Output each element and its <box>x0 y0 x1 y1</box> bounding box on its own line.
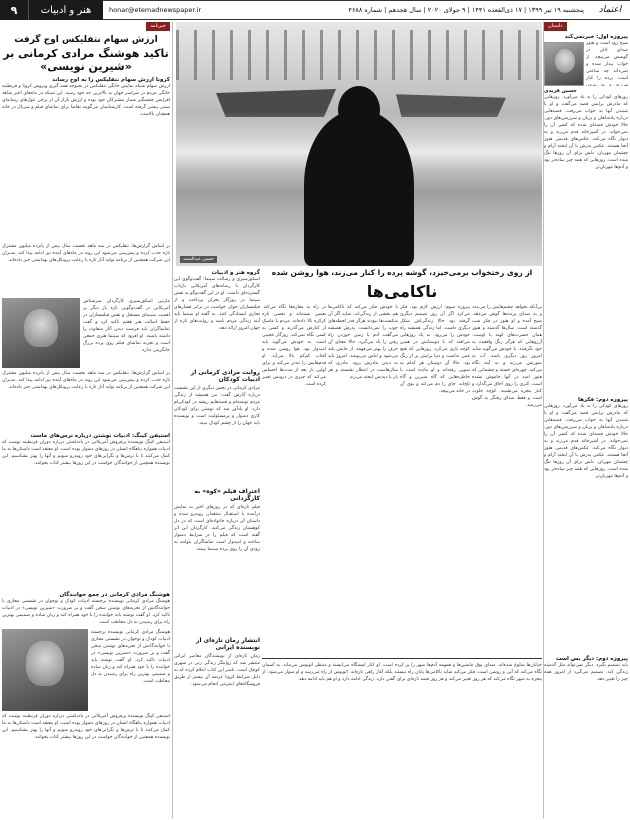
story-photo <box>176 22 542 266</box>
column-divider <box>172 22 173 818</box>
story-text-c: با خودش فکر می‌کند که ناکامی‌ها هم بخشی از زندگی‌اند. شاید اگر آن شکست‌ها نبودند هرگز قدر لحظه‌های خوب را نمی‌دانست. پدرش همیشه می‌گفت آدم با زمین خوردن راه رفتن را یاد می‌گیرد. حالا معنای آن حرف را بهتر می‌فهمد. از جایش بلند می‌شود و لباس می‌پوشد. امروز باید به دیدن مادرش برود. مادری که سال‌هاست در انتظار نشسته و هر بار با دیدنش لبخند می‌زند. <box>328 305 398 380</box>
midleft-kicker-1: گروه هنر و ادبیات <box>211 270 260 276</box>
story-footer-text: خیابان‌ها شلوغ شده‌اند. صدای بوق ماشین‌ها و همهمه آدم‌ها شهر را پر کرده است. او کنار ایستگاه می‌ایستد و منتظر اتوبوس می‌ماند. به آسمان نگاه می‌کند که آبی و روشن است. فکر می‌کند شاید ناکامی‌ها پایان راه نیستند بلکه آغاز راهی تازه‌اند. اتوبوس از راه می‌رسد و او سوار می‌شود. از پنجره به شهر نگاه می‌کند که هر روز تغییر می‌کند و هر روز قصه تازه‌ای برای گفتن دارد. زندگی ادامه دارد و او هم باید ادامه دهد. <box>262 663 542 682</box>
photo-trees <box>176 30 542 80</box>
story-text-a: بی‌آنکه بخواهد چشم‌هایش را می‌بندد و به صدای پرنده‌ها گوش می‌دهد. صبح آمده و او هنوز در فکر شب گذشته است. سال‌ها گذشته و هنوز همان حسرت‌های کهنه با اوست. آرزوهایی که هرگز رنگ واقعیت به خود نگرفتند. با خودش می‌گوید شاید امروز روز دیگری باشد. آب به صورتش می‌زند و به آینه نگاه می‌کند. چهره‌ای خسته و چشمانی که هنوز امید در آنها خاموش نشده است. کتری را روی اجاق می‌گذارد و کنار پنجره می‌نشیند. کوچه خلوت است و فقط صدای رفتگر به گوش می‌رسد. <box>472 305 542 408</box>
news-tag: خبرنامه <box>146 22 170 31</box>
story-footer <box>262 658 542 818</box>
article-title: ناکامی‌ها <box>366 282 438 301</box>
right-body-3: باید تصمیم بگیرد. دیگر نمی‌تواند مثل گذشته زندگی کند. تصمیم می‌گیرد از امروز همه چیز را تغییر دهد. <box>544 663 628 682</box>
moradi-kermani-photo <box>2 629 88 711</box>
right-kicker-2: پیروزه دوم: فکرها <box>578 397 628 403</box>
author-kicker: پیروزه اول: خبرنمی‌کند <box>564 34 628 40</box>
story-tag: داستان <box>544 22 567 31</box>
page-number: ۹ <box>0 0 28 20</box>
news-body-2: بر اساس گزارش‌ها، نتفلیکس در سه ماهه نخست سال بیش از پانزده میلیون مشترک تازه جذب کرده و پیش‌بینی می‌شود این روند در ماه‌های آینده نیز ادامه پیدا کند. مدیران این شرکت همچنین از برنامه تولید آثار تازه با رعایت پروتکل‌های بهداشتی خبر داده‌اند. <box>2 244 170 263</box>
author-photo <box>544 42 584 86</box>
midleft-kicker-4: انتشار رمان تازه‌ای از نویسنده ایرانی <box>196 637 260 651</box>
news-kicker-3: استیفن کینگ: ادبیات نوشتن درباره ترس‌های ماست <box>30 433 170 439</box>
news-body-5: هوشنگ مرادی کرمانی نویسنده برجسته ادبیات کودک و نوجوان در نشستی مجازی با خوانندگانش از تجربه‌های نوشتن سخن گفت و بر ضرورت «شیرین نویسی» در ادبیات تاکید کرد. او گفت نوشته باید خواننده را با خود همراه کند و زبان ساده و صمیمی بهترین راه برای رسیدن به دل مخاطب است. <box>2 599 170 625</box>
photo-boat <box>216 77 336 117</box>
email-link[interactable]: honar@etemadnewspaper.ir <box>109 6 202 14</box>
news-column <box>2 22 170 818</box>
midleft-body-4: رمان تازه‌ای از نویسندگان معاصر ایرانی منتشر شد که روایتگر زندگی زنی در شهری کوچک است. ناشر این کتاب اعلام کرده که به دلیل شرایط کرونا عرضه آن بیشتر از طریق فروشگاه‌های اینترنتی انجام می‌شود. <box>174 654 260 687</box>
midleft-kicker-3: اعتراف فیلم «کوه» به کارگردانی <box>194 488 260 502</box>
newspaper-logo: اعتماد <box>590 0 630 20</box>
midleft-body-2: مرادی کرمانی در بخش دیگری از این نشست درباره آثارش گفت: من همیشه از زندگی مردم نوشته‌ام و قصه‌هایم ریشه در کودکی‌ام دارد. او یادآور شد که نوشتن برای کودکان کاری دشوار و پرمسئولیت است و نویسنده باید جهان را از چشم کودک ببیند. <box>174 386 260 426</box>
scorsese-photo <box>2 298 80 368</box>
section-name: هنر و ادبیات <box>28 0 103 20</box>
news-body-1: ارزش سهام شبکه نمایش خانگی نتفلیکس در بحبوحه همه گیری ویروس کرونا و قرنطینه خانگی مردم در سراسر جهان به بالاترین حد خود رسید. این شبکه در ماه‌های اخیر شاهد افزایش چشمگیر شمار مشترکان خود بوده و ارزش بازار آن از برخی غول‌های رسانه‌ای سنتی پیشی گرفته است. کارشناسان می‌گویند تقاضا برای تماشای فیلم و سریال در خانه همچنان بالاست. <box>2 84 170 117</box>
article-subhead: از روی رختخواب برمی‌خیزد، گوشه پرده را کنار می‌زند، هوا روشن شده <box>271 268 533 277</box>
story-column-a <box>472 304 542 654</box>
mid-left-column <box>174 270 260 820</box>
news-kicker-4: هوشنگ مرادی کرمانی در جمع خوانندگان <box>59 592 170 598</box>
news-body-7: استیفن کینگ نویسنده پرفروش آمریکایی در یادداشتی درباره دوران قرنطینه نوشت که ادبیات همواره پناهگاه انسان در روزهای دشوار بوده است. او معتقد است داستان‌ها به ما کمک می‌کنند تا با ترس‌ها و نگرانی‌های خود روبه‌رو شویم و آنها را بهتر بشناسیم. این نویسنده همچنین از خوانندگان خواست در این روزها بیشتر کتاب بخوانند. <box>2 714 170 740</box>
right-body-1: صبح زود است و هنوز صدای اذان در گوشش می‌پیچد. از خواب بیدار شده و نمی‌داند چه ساعتی است. پرده را کنار می‌زند و به بیرون <box>586 41 628 86</box>
story-column-d <box>262 304 326 654</box>
news-body-4: استیفن کینگ نویسنده پرفروش آمریکایی در یادداشتی درباره دوران قرنطینه نوشت که ادبیات همواره پناهگاه انسان در روزهای دشوار بوده است. او معتقد است داستان‌ها به ما کمک می‌کنند تا با ترس‌ها و نگرانی‌های خود روبه‌رو شویم و آنها را بهتر بشناسیم. این نویسنده همچنین از خوانندگان خواست در این روزها بیشتر کتاب بخوانند. <box>2 440 170 466</box>
news-headline-small: ارزش سهام نتفلیکس اوج گرفت <box>14 35 158 45</box>
right-body-2: روزهای کودکی را به یاد می‌آورد. روزهایی که مادرش برایش قصه می‌گفت و او با شنیدن آنها به خواب می‌رفت. قصه‌هایی درباره پادشاهان و پریان و سرزمین‌های دور. حالا خودش قصه‌ای شده که کسی آن را نمی‌خواند. در آشپزخانه قدم می‌زند و به دیوار نگاه می‌کند. عکس‌های قدیمی هنوز آنجا هستند. عکس پدرش با آن لبخند آرام و چشمان مهربان. دلش برای آن روزها تنگ شده است. روزهایی که همه چیز ساده‌تر بود و آدم‌ها مهربان‌تر. <box>544 404 628 479</box>
photo-woman-silhouette <box>304 110 414 266</box>
story-column-b <box>400 304 470 654</box>
right-kicker-3: پیروزه دوم: دیگر بس است <box>555 656 628 662</box>
date-line: پنجشنبه ۱۹ تیر ۱۳۹۹ | ۱۷ ذی‌القعده ۱۴۴۱ | ۹ جولای ۲۰۲۰ | سال هجدهم | شماره ۴۶۸۸ <box>348 6 584 14</box>
story-text-d: در راه به مغازه‌ها نگاه می‌کند. بعضی بسته‌اند و بعضی تازه کرکره بالا داده‌اند. مردم با ماسک از کنارش می‌گذرند و کسی به کسی نگاه نمی‌کند. روزگار عجیبی است. به خودش می‌گوید باید امیدوار بود. هوا روشن شده و آفتاب کم‌کم بالا می‌آید. او قدم‌هایش را تندتر می‌کند و برای اولین بار بعد از مدت‌ها احساس می‌کند که چیزی در درونش تغییر کرده است. <box>262 305 326 387</box>
news-body-3: مارتین اسکورسیزی کارگردان سرشناس آمریکایی در گفت‌وگویی تازه بار دیگر بر اهمیت سینمای مستقل و نقش فیلمسازان در حفظ اصالت هنر هفتم تاکید کرد و گفت تماشاگران باید فرصت دیدن آثار متفاوت را داشته باشند. او افزود که سینما هنری جمعی است و تجربه تماشای فیلم روی پرده بزرگ جایگزینی ندارد. <box>83 299 170 353</box>
news-headline-main: تاکید هوشنگ مرادی کرمانی بر «شیرین نویسی» <box>3 47 169 73</box>
right-body-1b: روزهای کودکی را به یاد می‌آورد. روزهایی که مادرش برایش قصه می‌گفت و او با شنیدن آنها به خواب می‌رفت. قصه‌هایی درباره پادشاهان و پریان و سرزمین‌های دور. حالا خودش قصه‌ای شده که کسی آن را نمی‌خواند. در آشپزخانه قدم می‌زند و به دیوار نگاه می‌کند. عکس‌های قدیمی هنوز آنجا هستند. عکس پدرش با آن لبخند آرام و چشمان مهربان. دلش برای آن روزها تنگ شده است. روزهایی که همه چیز ساده‌تر بود و آدم‌ها مهربان‌تر. <box>544 95 628 170</box>
midleft-kicker-2: روایت مرادی کرمانی از ادبیات کودکان <box>190 369 260 383</box>
author-name: حسین فریدی <box>544 88 577 94</box>
page-header <box>0 0 630 20</box>
midleft-body-1: اسکورسیزی و رسالت سینما؛ گفت‌وگوی این کارگردان با رسانه‌های آمریکایی بازتاب گسترده‌ای داشت. او در این گفت‌وگو به نقش سینما در روزگار بحران پرداخت و از فیلمسازان جوان خواست در برابر فشارهای تجاری ایستادگی کنند. به گفته او سینما باید آینه زندگی مردم باشد و روایت‌های تازه از جهان امروز ارائه دهد. <box>174 277 260 331</box>
header-info <box>103 0 590 20</box>
news-body-6: هوشنگ مرادی کرمانی نویسنده برجسته ادبیات کودک و نوجوان در نشستی مجازی با خوانندگانش از تجربه‌های نوشتن سخن گفت و بر ضرورت «شیرین نویسی» در ادبیات تاکید کرد. او گفت نوشته باید خواننده را با خود همراه کند و زبان ساده و صمیمی بهترین راه برای رسیدن به دل مخاطب است. <box>91 630 170 684</box>
story-text-b: پیروزه سوم: ارزش لازم بود. فکر می‌کرد اگر آن روز تصمیم دیگری گرفته بود حالا زندگی‌اش شکل دیگری داشت. اما زندگی همیشه راه خودش را می‌رود. به یاد روزهایی می‌افتد که با دوستانش در همین کوچه بازی می‌کرد. روزهایی که هیچ غمی نداشت و دنیا برایش پر از رنگ بود. حالا آن دوستان هر کدام به سویی رفته‌اند و او مانده است با خاطره‌هایی که گاه شیرین و گاه تلخ‌اند. چای را دم می‌کند و بوی آن در خانه می‌پیچد. <box>400 305 470 394</box>
story-sidebar <box>544 22 628 818</box>
news-body-3b: بر اساس گزارش‌ها، نتفلیکس در سه ماهه نخست سال بیش از پانزده میلیون مشترک تازه جذب کرده و پیش‌بینی می‌شود این روند در ماه‌های آینده نیز ادامه پیدا کند. مدیران این شرکت همچنین از برنامه تولید آثار تازه با رعایت پروتکل‌های بهداشتی خبر داده‌اند. <box>2 371 170 390</box>
midleft-body-3: فیلم تازه‌ای که در روزهای اخیر به نمایش درآمده با استقبال منتقدان روبه‌رو شده و داستان آن درباره خانواده‌ای است که در دل کوهستان زندگی می‌کنند. کارگردان این اثر گفته است که فیلم را در شرایط دشوار ساخته و امیدوار است تماشاگران بتوانند به زودی آن را روی پرده سینما ببینند. <box>174 505 260 552</box>
photo-credit: حسین عبدالصمد <box>180 256 217 263</box>
news-kicker-1: کرونا ارزش سهام نتفلیکس را به اوج رساند <box>52 77 170 83</box>
story-column-c <box>328 304 398 654</box>
